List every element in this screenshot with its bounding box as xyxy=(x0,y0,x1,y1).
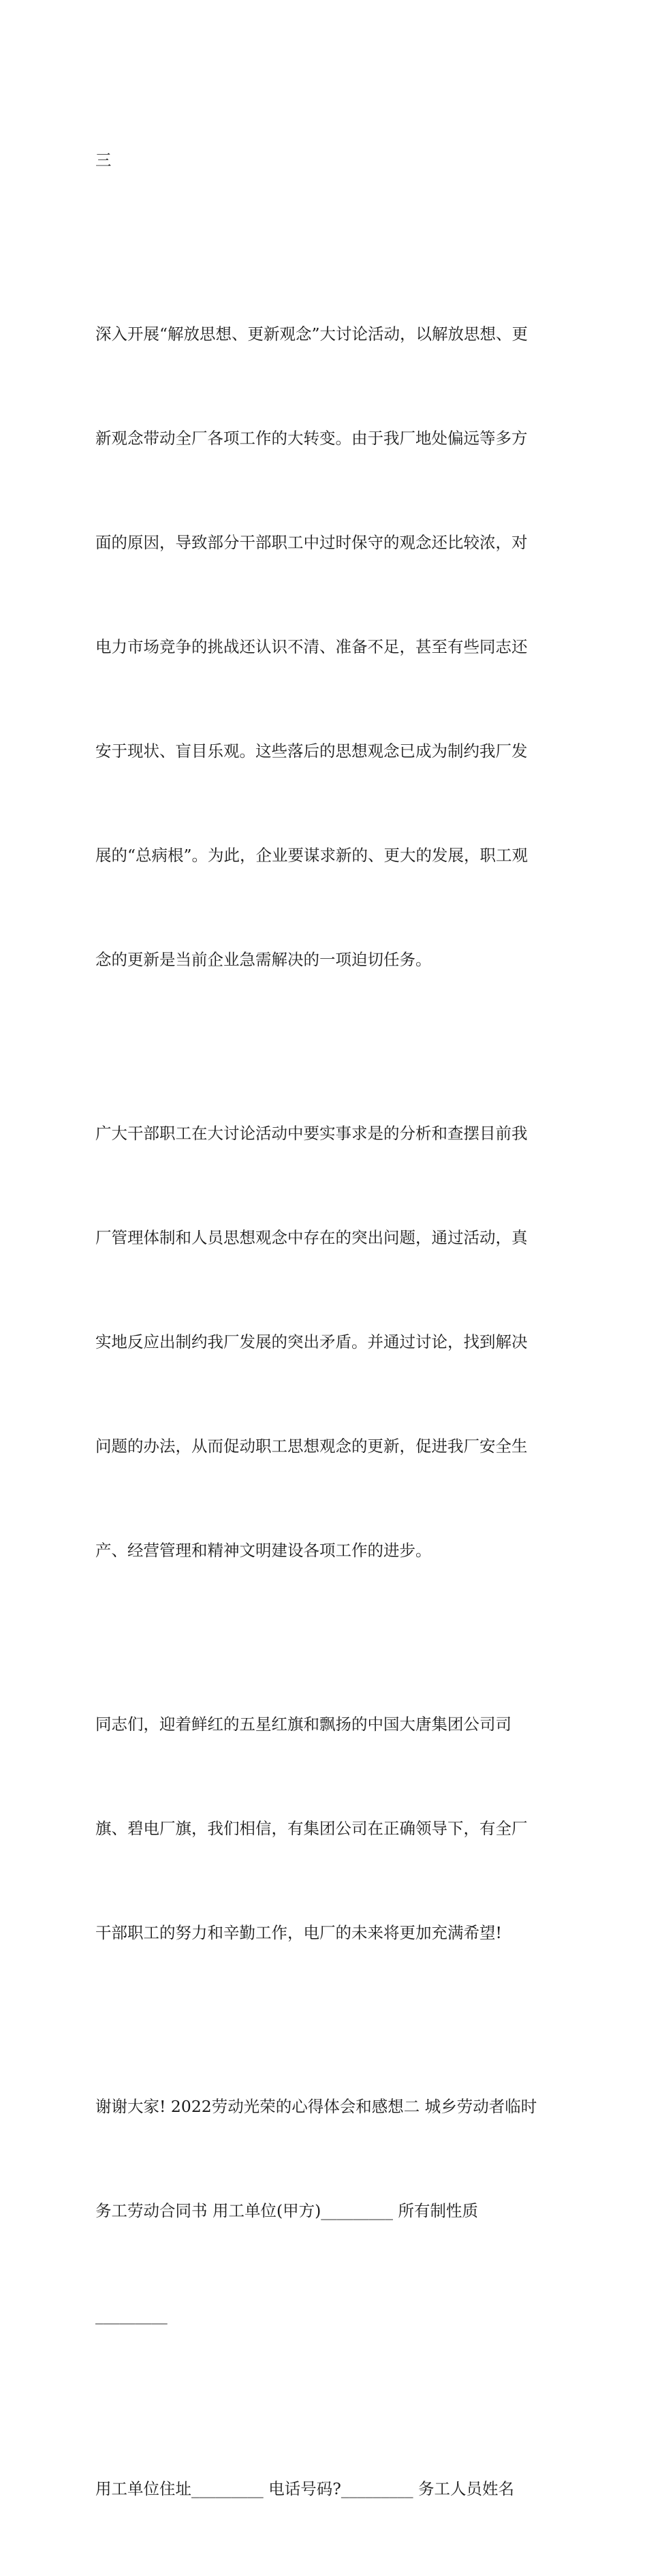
document-body xyxy=(95,74,558,2576)
text-line: 务工劳动合同书 用工单位(甲方)_________ 所有制性质 xyxy=(95,2201,479,2220)
paragraph-1 xyxy=(95,247,558,1047)
section-heading xyxy=(95,74,558,247)
paragraph-4 xyxy=(95,2020,558,2402)
text-line: 电力市场竞争的挑战还认识不清、准备不足，甚至有些同志还 xyxy=(95,637,528,656)
text-line: 展的“总病根”。为此，企业要谋求新的、更大的发展，职工观 xyxy=(95,846,528,865)
paragraph-2 xyxy=(95,1047,558,1638)
text-line: 实地反应出制约我厂发展的突出矛盾。并通过讨论，找到解决 xyxy=(95,1332,528,1351)
text-line: 问题的办法，从而促动职工思想观念的更新，促进我厂安全生 xyxy=(95,1437,528,1456)
text-line: 用工单位住址_________ 电话号码?_________ 务工人员姓名 xyxy=(95,2479,515,2498)
text-line: 同志们，迎着鲜红的五星红旗和飘扬的中国大唐集团公司司 xyxy=(95,1715,511,1734)
paragraph-3 xyxy=(95,1638,558,2020)
text-line: 干部职工的努力和辛勤工作，电厂的未来将更加充满希望! xyxy=(95,1923,502,1942)
text-line: 旗、碧电厂旗，我们相信，有集团公司在正确领导下，有全厂 xyxy=(95,1819,528,1838)
text-line: _________ xyxy=(95,2305,168,2325)
text-line: 新观念带动全厂各项工作的大转变。由于我厂地处偏远等多方 xyxy=(95,429,528,448)
text-line: 厂管理体制和人员思想观念中存在的突出问题，通过活动，真 xyxy=(95,1228,528,1247)
text-line: 广大干部职工在大讨论活动中要实事求是的分析和查摆目前我 xyxy=(95,1124,528,1143)
text-line: 面的原因，导致部分干部职工中过时保守的观念还比较浓，对 xyxy=(95,533,528,552)
text-line: 谢谢大家! 2022劳动光荣的心得体会和感想二 城乡劳动者临时 xyxy=(95,2097,537,2116)
text-line: 安于现状、盲目乐观。这些落后的思想观念已成为制约我厂发 xyxy=(95,741,528,761)
paragraph-5 xyxy=(95,2402,558,2576)
text-line: 深入开展“解放思想、更新观念”大讨论活动，以解放思想、更 xyxy=(95,324,528,343)
text-line: 念的更新是当前企业急需解决的一项迫切任务。 xyxy=(95,950,432,969)
text-line: 产、经营管理和精神文明建设各项工作的进步。 xyxy=(95,1541,432,1560)
section-heading-text: 三 xyxy=(95,151,112,170)
